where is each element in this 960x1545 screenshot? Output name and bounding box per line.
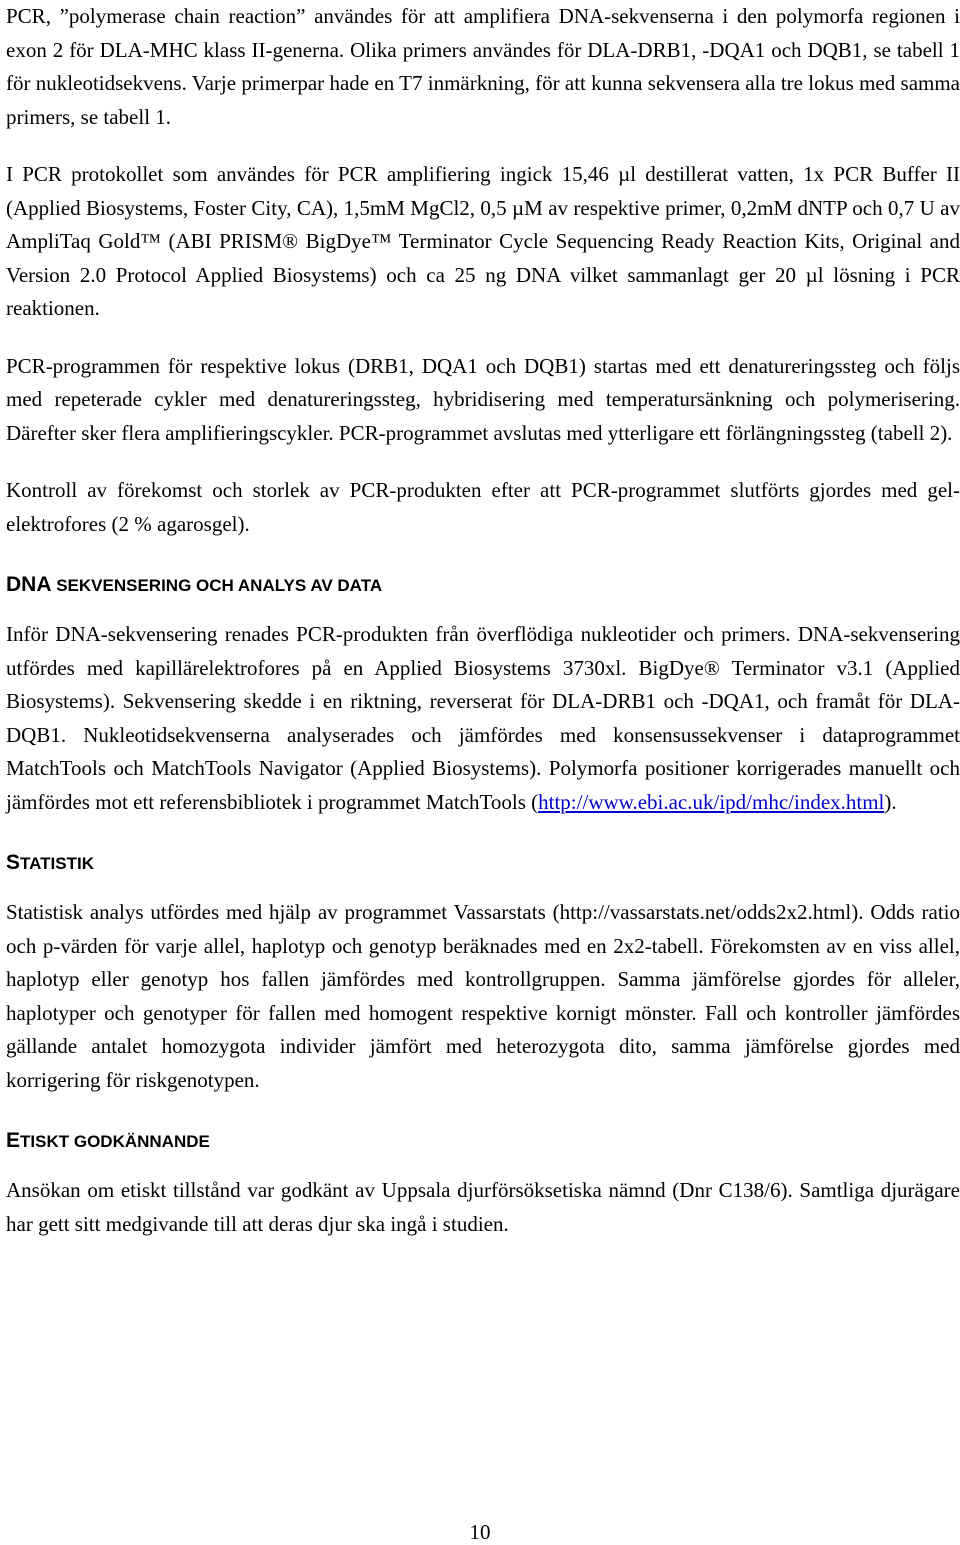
paragraph-dna-sequencing: Inför DNA-sekvensering renades PCR-produkten från överflödiga nukleotider och primers. DNA-sekvensering utfördes med kapillärelektrofores på en Applied Biosystems 3730xl. BigDye® Terminator v3.1 (Applied Biosystems). Sekvensering skedde i en riktning, reverserat för DLA-DRB1 och -DQA1, och framåt för DLA-DQB1. Nukleotidsekvenserna analyserades och jämfördes med konsensussekvenser i dataprogrammet MatchTools och MatchTools Navigator (Applied Biosystems). Polymorfa positioner korrigerades manuellt och jämfördes mot ett referensbibliotek i programmet MatchTools (http://www.ebi.ac.uk/ipd/mhc/index.html).: [6, 622, 960, 814]
paragraph-ethics: Ansökan om etiskt tillstånd var godkänt av Uppsala djurförsöksetiska nämnd (Dnr C138/6). Samtliga djurägare har gett sitt medgivande till att deras djur ska ingå i studien.: [6, 1178, 960, 1236]
paragraph-pcr-protocol: I PCR protokollet som användes för PCR amplifiering ingick 15,46 µl destillerat vatten, 1x PCR Buffer II (Applied Biosystems, Foster City, CA), 1,5mM MgCl2, 0,5 µM av respektive primer, 0,2mM dNTP och 0,7 U av AmpliTaq Gold™ (ABI PRISM® BigDye™ Terminator Cycle Sequencing Ready Reaction Kits, Original and Version 2.0 Protocol Applied Biosystems) och ca 25 ng DNA vilket sammanlagt ger 20 µl lösning i PCR reaktionen.: [6, 162, 960, 320]
heading-initial: E: [6, 1129, 21, 1152]
paragraph-statistics: Statistisk analys utfördes med hjälp av programmet Vassarstats (http://vassarstats.net/odds2x2.html). Odds ratio och p-värden för varje allel, haplotyp och genotyp beräknades med en 2x2-tabell. Förekomsten av en viss allel, haplotyp eller genotyp hos fallen jämfördes med kontrollgruppen. Samma jämförelse gjordes för alleler, haplotyper och genotyper för fallen med homogent respektive kornigt mönster. Fall och kontroller jämfördes gällande antalet homozygota individer jämfört med heterozygota dito, samma jämförelse gjordes med korrigering för riskgenotypen.: [6, 900, 960, 1092]
page-number: 10: [469, 1520, 491, 1544]
heading-rest: TATISTIK: [20, 854, 94, 873]
heading-rest: TISKT GODKÄNNANDE: [20, 1132, 210, 1151]
heading-initial: DNA: [6, 573, 52, 596]
paragraph-pcr-program: PCR-programmen för respektive lokus (DRB1, DQA1 och DQB1) startas med ett denatureringssteg och följs med repeterade cykler med denatureringssteg, hybridisering med temperatursänkning och polymerisering. Därefter sker flera amplifieringscykler. PCR-programmet avslutas med ytterligare ett förlängningssteg (tabell 2).: [6, 353, 960, 445]
reference-link[interactable]: http://www.ebi.ac.uk/ipd/mhc/index.html: [538, 789, 885, 814]
paragraph-gel-control: Kontroll av förekomst och storlek av PCR-produkten efter att PCR-programmet slutförts gjordes med gel-elektrofores (2 % agarosgel).: [6, 478, 960, 536]
heading-initial: S: [6, 851, 21, 874]
section-heading-ethics: [6, 1129, 960, 1154]
section-heading-dna-sequencing: [6, 573, 960, 598]
paragraph-text: Inför DNA-sekvensering renades PCR-produkten från överflödiga nukleotider och primers. DNA-sekvensering utfördes med kapillärelektrofores på en Applied Biosystems 3730xl. BigDye® Terminator v3.1 (Applied Biosystems). Sekvensering skedde i en riktning, reverserat för DLA-DRB1 och -DQA1, och framåt för DLA-DQB1. Nukleotidsekvenserna analyserades och jämfördes med konsensussekvenser i dataprogrammet MatchTools och MatchTools Navigator (Applied Biosystems). Polymorfa positioner korrigerades manuellt och jämfördes mot ett referensbibliotek i programmet MatchTools: [6, 622, 960, 814]
paragraph-pcr-intro: PCR, ”polymerase chain reaction” användes för att amplifiera DNA-sekvenserna i den polymorfa regionen i exon 2 för DLA-MHC klass II-generna. Olika primers användes för DLA-DRB1, -DQA1 och DQB1, se tabell 1 för nukleotidsekvens. Varje primerpar hade en T7 inmärkning, för att kunna sekvensera alla tre lokus med samma primers, se tabell 1.: [6, 4, 960, 129]
heading-rest: SEKVENSERING OCH ANALYS AV DATA: [51, 576, 383, 595]
section-heading-statistics: [6, 851, 960, 876]
document-body: [6, 0, 960, 1241]
